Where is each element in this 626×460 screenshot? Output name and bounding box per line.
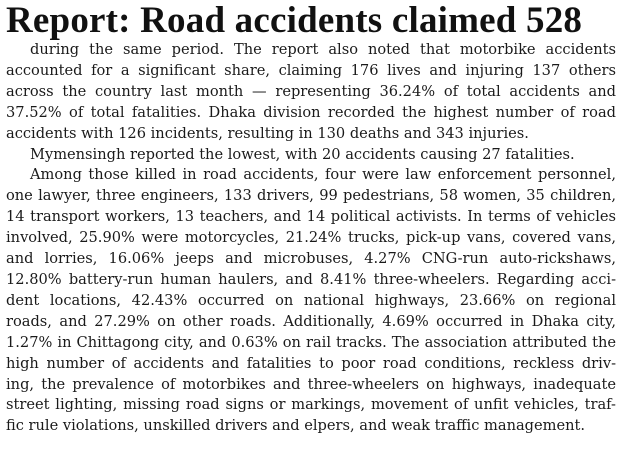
text-line: accidents with 126 incidents, resulting in 130 deaths and 343 injuries. [6,124,529,142]
text-line: ing, the prevalence of motorbikes and three-wheelers on highways, inadequate [6,375,616,393]
text-line: 1.27% in Chittagong city, and 0.63% on rail tracks. The association attributed the [6,333,616,351]
text-line: accounted for a significant share, claiming 176 lives and injuring 137 others [6,61,616,79]
text-line: involved, 25.90% were motorcycles, 21.24% trucks, pick-up vans, covered vans, [6,229,616,247]
headline: Report: Road accidents claimed 528 [6,0,583,41]
text-line: 12.80% battery-run human haulers, and 8.41% three-wheelers. Regarding acci- [6,270,616,288]
text-line: one lawyer, three engineers, 133 drivers, 99 pedestrians, 58 women, 35 children, [6,187,616,205]
text-line: roads, and 27.29% on other roads. Additionally, 4.69% occurred in Dhaka city, [6,312,616,330]
text-line: during the same period. The report also noted that motorbike accidents [30,41,616,58]
paragraph-2 [6,145,616,166]
text-line: street lighting, missing road signs or markings, movement of unfit vehicles, traf- [6,396,616,414]
text-line: dent locations, 42.43% occurred on national highways, 23.66% on regional [6,291,616,309]
text-line: Mymensingh reported the lowest, with 20 accidents causing 27 fatalities. [30,145,575,163]
text-line: 37.52% of total fatalities. Dhaka division recorded the highest number of road [6,103,616,121]
article-body [6,40,616,437]
text-line: across the country last month — representing 36.24% of total accidents and [6,82,616,100]
text-line: and lorries, 16.06% jeeps and microbuses, 4.27% CNG-run auto-rickshaws, [6,250,616,268]
paragraph-1 [6,40,616,145]
paragraph-3 [6,165,616,437]
text-line: Among those killed in road accidents, four were law enforcement personnel, [30,166,616,184]
text-line: 14 transport workers, 13 teachers, and 14 political activists. In terms of vehicles [6,208,616,226]
text-line: fic rule violations, unskilled drivers and elpers, and weak traffic management. [6,417,586,435]
text-line: high number of accidents and fatalities to poor road conditions, reckless driv- [6,354,616,372]
